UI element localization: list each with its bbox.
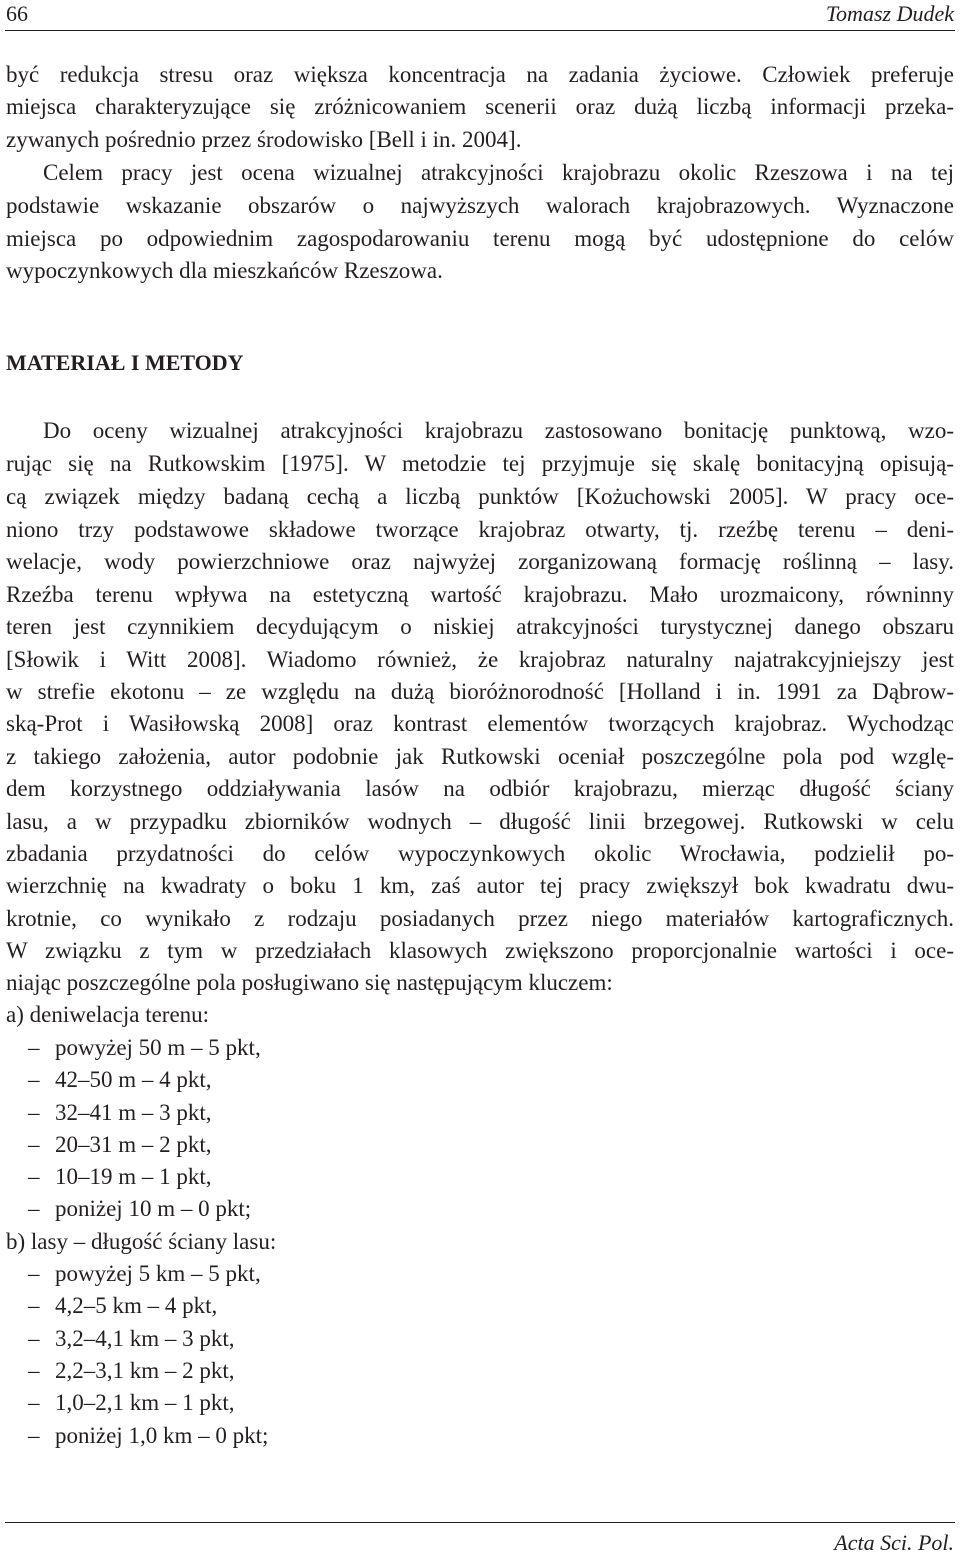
list-item: 42–50 m – 4 pkt,: [55, 1067, 212, 1092]
dash-marker: –: [28, 1423, 40, 1448]
text-line: rując się na Rutkowskim [1975]. W metodzie tej przyjmuje się skalę bonitacyjną opisują-: [6, 451, 954, 476]
text-line: miejsca charakteryzujące się zróżnicowaniem scenerii oraz dużą liczbą informacji przeka-: [6, 94, 954, 119]
text-line: wypoczynkowych dla mieszkańców Rzeszowa.: [6, 258, 443, 283]
dash-marker: –: [28, 1390, 40, 1415]
list-item: powyżej 50 m – 5 pkt,: [55, 1035, 261, 1060]
page-number: 66: [6, 1, 28, 26]
list-item: poniżej 1,0 km – 0 pkt;: [55, 1423, 269, 1448]
text-line: podstawie wskazanie obszarów o najwyższych walorach krajobrazowych. Wyznaczone: [6, 193, 954, 218]
text-line: welacje, wody powierzchniowe oraz najwyżej zorganizowaną formację roślinną – lasy.: [6, 549, 954, 574]
dash-marker: –: [28, 1164, 40, 1189]
text-line: W związku z tym w przedziałach klasowych zwiększono proporcjonalnie wartości i oce-: [6, 938, 954, 963]
dash-marker: –: [28, 1035, 40, 1060]
list-item: 3,2–4,1 km – 3 pkt,: [55, 1326, 235, 1351]
text-line: być redukcja stresu oraz większa koncentracja na zadania życiowe. Człowiek preferuje: [6, 62, 954, 87]
text-line: krotnie, co wynikało z rodzaju posiadanych przez niego materiałów kartograficznych.: [6, 906, 954, 931]
text-line: niono trzy podstawowe składowe tworzące krajobraz otwarty, tj. rzeźbę terenu – deni-: [6, 517, 954, 542]
text-line: wierzchnię na kwadraty o boku 1 km, zaś autor tej pracy zwiększył bok kwadratu dwu-: [6, 873, 954, 898]
text-line: Celem pracy jest ocena wizualnej atrakcyjności krajobrazu okolic Rzeszowa i na tej: [43, 160, 954, 185]
text-line: [Słowik i Witt 2008]. Wiadomo również, że krajobraz naturalny najatrakcyjniejszy jest: [6, 647, 954, 672]
footer-rule: [5, 1522, 955, 1523]
list-item: 2,2–3,1 km – 2 pkt,: [55, 1358, 235, 1383]
text-line: lasu, a w przypadku zbiorników wodnych – długość linii brzegowej. Rutkowski w celu: [6, 809, 954, 834]
dash-marker: –: [28, 1293, 40, 1318]
text-line: w strefie ekotonu – ze względu na dużą bioróżnorodność [Holland i in. 1991 za Dąbrow-: [6, 679, 954, 704]
text-line: z takiego założenia, autor podobnie jak Rutkowski oceniał poszczególne pola pod wzglę-: [6, 744, 954, 769]
list-label: a) deniwelacja terenu:: [6, 1002, 210, 1027]
section-heading: MATERIAŁ I METODY: [6, 350, 244, 375]
dash-marker: –: [28, 1261, 40, 1286]
list-item: powyżej 5 km – 5 pkt,: [55, 1261, 261, 1286]
text-line: zywanych pośrednio przez środowisko [Bell i in. 2004].: [6, 127, 522, 152]
list-label: b) lasy – długość ściany lasu:: [6, 1229, 277, 1254]
list-item: 20–31 m – 2 pkt,: [55, 1132, 212, 1157]
dash-marker: –: [28, 1196, 40, 1221]
list-item: 32–41 m – 3 pkt,: [55, 1100, 212, 1125]
dash-marker: –: [28, 1067, 40, 1092]
text-line: teren jest czynnikiem decydującym o niskiej atrakcyjności turystycznej danego obszaru: [6, 614, 954, 639]
text-line: ską-Prot i Wasiłowską 2008] oraz kontrast elementów tworzących krajobraz. Wychodząc: [6, 711, 954, 736]
text-line: cą związek między badaną cechą a liczbą punktów [Kożuchowski 2005]. W pracy oce-: [6, 484, 954, 509]
text-line: miejsca po odpowiednim zagospodarowaniu terenu mogą być udostępnione do celów: [6, 226, 954, 251]
list-item: 1,0–2,1 km – 1 pkt,: [55, 1390, 235, 1415]
text-line: zbadania przydatności do celów wypoczynkowych okolic Wrocławia, podzielił po-: [6, 841, 954, 866]
list-item: 4,2–5 km – 4 pkt,: [55, 1293, 218, 1318]
dash-marker: –: [28, 1358, 40, 1383]
list-item: 10–19 m – 1 pkt,: [55, 1164, 212, 1189]
header-rule: [5, 30, 955, 31]
running-header-author: Tomasz Dudek: [825, 1, 954, 26]
dash-marker: –: [28, 1100, 40, 1125]
text-line: niając poszczególne pola posługiwano się następującym kluczem:: [6, 970, 613, 995]
text-line: dem korzystnego oddziaływania lasów na odbiór krajobrazu, mierząc długość ściany: [6, 776, 954, 801]
text-line: Rzeźba terenu wpływa na estetyczną wartość krajobrazu. Mało urozmaicony, równinny: [6, 582, 954, 607]
dash-marker: –: [28, 1326, 40, 1351]
dash-marker: –: [28, 1132, 40, 1157]
list-item: poniżej 10 m – 0 pkt;: [55, 1196, 252, 1221]
running-footer-journal: Acta Sci. Pol.: [834, 1530, 954, 1555]
text-line: Do oceny wizualnej atrakcyjności krajobrazu zastosowano bonitację punktową, wzo-: [43, 418, 954, 443]
